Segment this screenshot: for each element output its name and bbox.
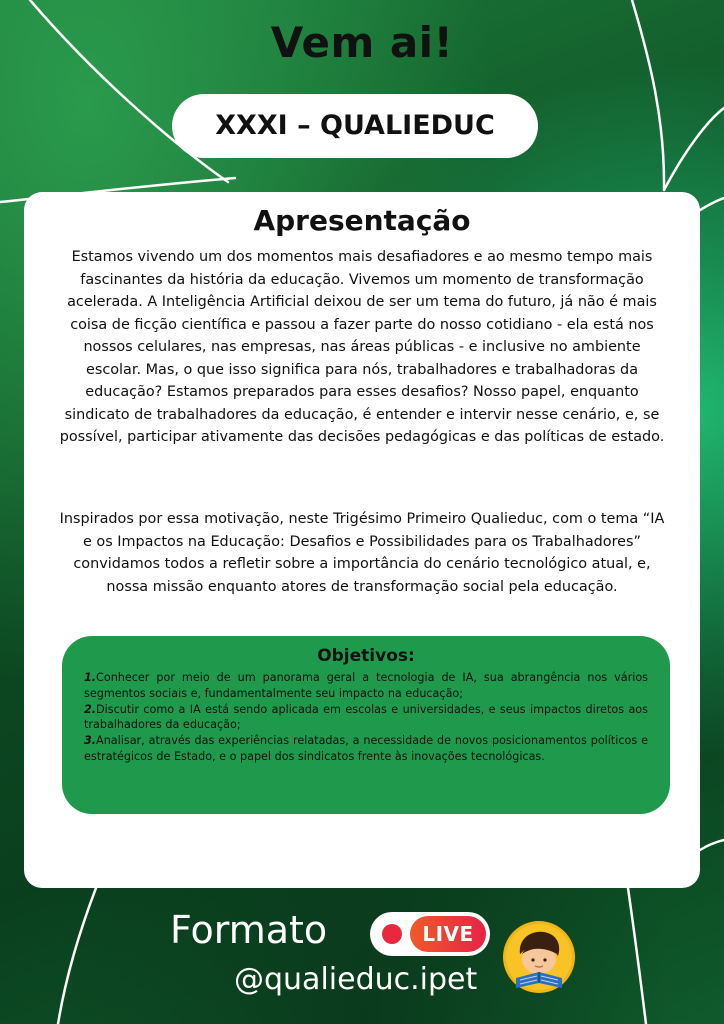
card-title: Apresentação	[253, 204, 471, 237]
page-title: Vem ai!	[270, 18, 454, 67]
objectives-list	[84, 670, 648, 765]
presentation-card	[24, 192, 700, 888]
objective-text: Conhecer por meio de um panorama geral a tecnologia de IA, sua abrangência nos vários segmentos sociais e, fundamentalmente seu impacto na educação;	[84, 671, 648, 700]
motivation-paragraph: Inspirados por essa motivação, neste Trigésimo Primeiro Qualieduc, com o tema “IA e os Impactos na Educação: Desafios e Possibilidades para os Trabalhadores” convidamos todos a refletir sobre a importância do cenário tecnológico atual, e, nossa missão enquanto atores de transformação social pela educação.	[59, 511, 665, 595]
objective-number: 1.	[84, 671, 97, 684]
objective-item	[84, 702, 648, 734]
objective-text: Discutir como a IA está sendo aplicada em escolas e universidades, e seus impactos diretos aos trabalhadores da educação;	[84, 702, 648, 732]
record-dot-icon	[382, 924, 402, 944]
objective-number: 2.	[84, 702, 97, 716]
live-badge	[370, 912, 490, 956]
objective-number: 3.	[84, 734, 97, 748]
live-badge-label: LIVE	[410, 916, 486, 952]
event-name-badge: XXXI – QUALIEDUC	[172, 94, 538, 158]
intro-paragraph: Estamos vivendo um dos momentos mais desafiadores e ao mesmo tempo mais fascinantes da história da educação. Vivemos um momento de transformação acelerada. A Inteligência Artificial deixou de ser um tema do futuro, já não é mais coisa de ficção científica e passou a fazer parte do nosso cotidiano - ela está nos nossos celulares, nas empresas, nas áreas públicas - e inclusive no ambiente escolar. Mas, o que isso significa para nós, trabalhadores e trabalhadoras da educação? Estamos preparados para esses desafios? Nosso papel, enquanto sindicato de trabalhadores da educação, é entender e intervir nesse cenário, e, se possível, participar ativamente das decisões pedagógicas e das políticas de estado.	[59, 249, 665, 445]
reading-child-icon	[502, 920, 576, 994]
objectives-title: Objetivos:	[317, 646, 415, 666]
objective-item	[84, 733, 648, 765]
objective-item	[84, 670, 648, 702]
objectives-box	[62, 636, 670, 814]
social-handle: @qualieduc.ipet	[234, 962, 478, 997]
objective-text: Analisar, através das experiências relatadas, a necessidade de novos posicionamentos políticos e estratégicos de Estado, e o papel dos sindicatos frente às inovações tecnológicas.	[84, 734, 648, 763]
format-label: Formato	[170, 908, 328, 952]
